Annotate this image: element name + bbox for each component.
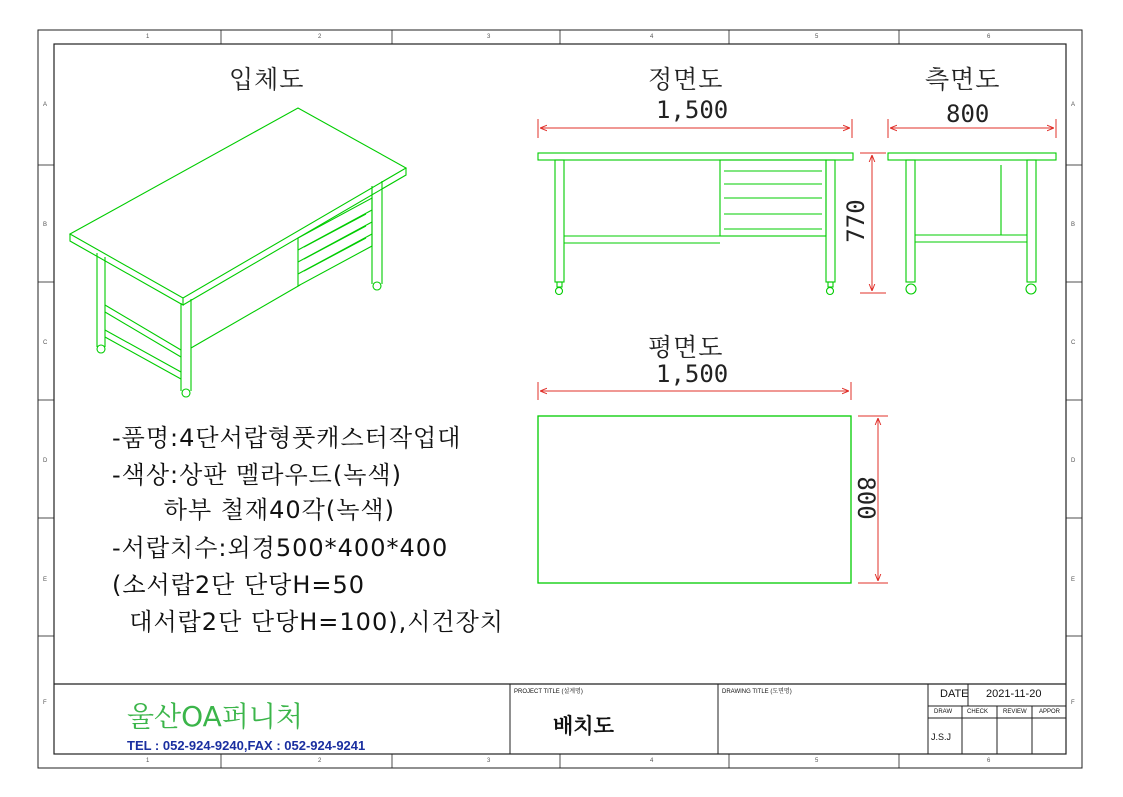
- project-title-value: 배치도: [553, 714, 614, 738]
- zone-col-1: 1: [146, 34, 150, 40]
- zone-row-f: F: [43, 700, 47, 706]
- zone-col-1-bottom: 1: [146, 758, 150, 764]
- plan-view: [538, 416, 851, 583]
- plan-view-title: 평면도: [648, 333, 724, 362]
- drawer-initials: J.S.J: [931, 732, 952, 742]
- project-title-label: PROJECT TITLE (설계명): [514, 689, 583, 695]
- zone-row-f-right: F: [1071, 700, 1075, 706]
- side-depth-dimension: 800: [946, 100, 990, 128]
- dimension-lines: [538, 119, 1056, 583]
- plan-width-dimension: 1,500: [656, 360, 729, 388]
- zone-row-e-right: E: [1071, 577, 1076, 583]
- review-label: REVIEW: [1003, 709, 1027, 715]
- zone-row-a-right: A: [1071, 102, 1076, 108]
- front-view-title: 정면도: [648, 65, 724, 94]
- zone-row-b-right: B: [1071, 222, 1076, 228]
- zone-col-5-bottom: 5: [815, 758, 819, 764]
- zone-row-b: B: [43, 222, 48, 228]
- zone-col-4: 4: [650, 34, 654, 40]
- zone-col-6: 6: [987, 34, 991, 40]
- spec-drawer-size: -서랍치수:외경500*400*400: [112, 534, 449, 562]
- zone-col-6-bottom: 6: [987, 758, 991, 764]
- zone-col-3: 3: [487, 34, 491, 40]
- zone-row-d: D: [43, 458, 48, 464]
- side-view: [888, 153, 1056, 294]
- company-name: 울산OA퍼니처: [127, 700, 303, 733]
- check-label: CHECK: [967, 709, 989, 715]
- isometric-view: [70, 108, 406, 397]
- zone-col-2-bottom: 2: [318, 758, 322, 764]
- spec-small-drawers: (소서랍2단 단당H=50: [112, 571, 366, 599]
- appor-label: APPOR: [1039, 709, 1061, 715]
- front-width-dimension: 1,500: [656, 96, 729, 124]
- front-view: [538, 153, 853, 295]
- zone-row-c: C: [43, 340, 48, 346]
- company-contact: TEL : 052-924-9240,FAX : 052-924-9241: [127, 738, 366, 753]
- date-label: DATE: [940, 688, 969, 700]
- zone-row-c-right: C: [1071, 340, 1076, 346]
- zone-col-2: 2: [318, 34, 322, 40]
- drawing-title-label: DRAWING TITLE (도면명): [722, 689, 792, 695]
- draw-label: DRAW: [934, 709, 953, 715]
- isometric-view-title: 입체도: [229, 65, 305, 94]
- zone-col-5: 5: [815, 34, 819, 40]
- plan-depth-dimension: 800: [852, 476, 880, 520]
- zone-row-a: A: [43, 102, 48, 108]
- front-height-dimension: 770: [842, 199, 870, 243]
- sheet-frame: [38, 30, 1082, 768]
- date-value: 2021-11-20: [986, 688, 1042, 700]
- zone-row-d-right: D: [1071, 458, 1076, 464]
- spec-product-name: -품명:4단서랍형풋캐스터작업대: [112, 424, 462, 452]
- spec-color: -색상:상판 멜라우드(녹색): [112, 461, 402, 489]
- spec-base-material: 하부 철재40각(녹색): [112, 496, 395, 524]
- spec-large-drawers: 대서랍2단 단당H=100),시건장치: [112, 608, 504, 636]
- zone-row-e: E: [43, 577, 48, 583]
- side-view-title: 측면도: [925, 65, 1001, 94]
- zone-col-3-bottom: 3: [487, 758, 491, 764]
- zone-col-4-bottom: 4: [650, 758, 654, 764]
